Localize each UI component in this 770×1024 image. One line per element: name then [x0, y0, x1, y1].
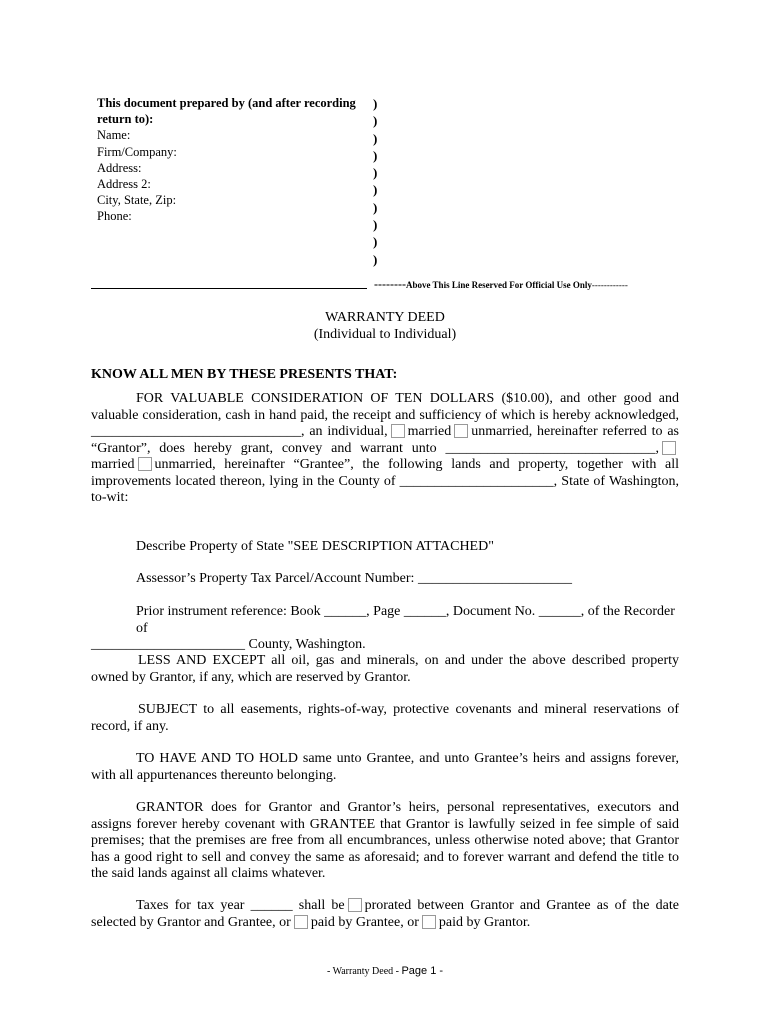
- document-title-block: [0, 309, 770, 343]
- bracket-mark: ): [373, 96, 378, 111]
- consideration-text-1: FOR VALUABLE CONSIDERATION OF TEN DOLLARS ($10.00), and other good and valuable consideration, cash in hand paid, the receipt and sufficiency of which is hereby acknowledged, ______________________________, an individual,: [91, 391, 679, 439]
- bracket-mark: ): [373, 165, 378, 181]
- footer-page-number: Page 1 -: [401, 965, 444, 977]
- reserved-lead: --------: [374, 277, 406, 291]
- document-title: WARRANTY DEED: [325, 310, 445, 325]
- preparer-field-address: Address:: [97, 160, 142, 175]
- bracket-mark: ): [373, 251, 378, 267]
- taxes-text-b: prorated between Grantor and Grantee as of the date selected by Grantor and Grantee, or: [91, 898, 679, 930]
- reserved-text: Above This Line Reserved For Official Use Only: [405, 280, 592, 290]
- paid-by-grantor-checkbox[interactable]: [422, 915, 436, 929]
- habendum-paragraph: TO HAVE AND TO HOLD same unto Grantee, and unto Grantee’s heirs and assigns forever, with all appurtenances thereunto belonging.: [91, 751, 679, 783]
- subject-paragraph: SUBJECT to all easements, rights-of-way, protective covenants and mineral reservations of record, if any.: [91, 702, 679, 734]
- prorated-checkbox[interactable]: [348, 898, 362, 912]
- bracket-mark: ): [373, 147, 378, 163]
- married-label-1: married: [407, 424, 452, 439]
- document-subtitle: (Individual to Individual): [313, 327, 457, 342]
- paid-by-grantee-checkbox[interactable]: [294, 915, 308, 929]
- married-checkbox-1[interactable]: [391, 424, 405, 438]
- consideration-text-2: unmarried, hereinafter referred to as “Grantor”, does hereby grant, convey and warrant unto ______________________________,: [91, 424, 679, 456]
- reserved-line: [374, 277, 628, 292]
- know-all-heading: KNOW ALL MEN BY THESE PRESENTS THAT:: [91, 367, 398, 382]
- less-except-paragraph: LESS AND EXCEPT all oil, gas and minerals, on and under the above described property owned by Grantor, if any, which are reserved by Grantor.: [91, 653, 679, 685]
- taxes-text-d: paid by Grantor.: [438, 914, 531, 930]
- preparer-field-name: Name:: [97, 128, 131, 143]
- prior-instrument: [91, 604, 679, 654]
- page-footer: [0, 965, 770, 977]
- bracket-mark: ): [373, 234, 378, 250]
- bracket-mark: ): [373, 130, 378, 146]
- signature-rule: [91, 288, 367, 289]
- unmarried-checkbox-1[interactable]: [454, 424, 468, 438]
- consideration-text-3: unmarried, hereinafter “Grantee”, the following lands and property, together with all improvements located thereon, lying in the County of ______________________, State of Washington, to-wit:: [91, 457, 679, 505]
- married-label-2: married: [91, 457, 135, 472]
- consideration-paragraph: [91, 391, 679, 507]
- preparer-field-phone: Phone:: [97, 209, 132, 224]
- bracket-mark: ): [373, 199, 378, 215]
- taxes-paragraph: [91, 898, 679, 931]
- reserved-tail: ------------: [591, 280, 628, 290]
- parcel-number: Assessor’s Property Tax Parcel/Account Number: ______________________: [136, 571, 572, 586]
- prior-line-1: Prior instrument reference: Book ______, Page ______, Document No. ______, of the Recorder of: [136, 604, 675, 636]
- preparer-heading: This document prepared by (and after recording return to):: [97, 96, 356, 127]
- bracket-mark: ): [373, 217, 378, 233]
- bracket-column: [373, 95, 377, 268]
- preparer-field-address2: Address 2:: [97, 177, 151, 192]
- preparer-field-city: City, State, Zip:: [97, 193, 177, 208]
- taxes-text-a: Taxes for tax year ______ shall be: [136, 898, 345, 913]
- bracket-mark: ): [373, 113, 378, 129]
- married-checkbox-2[interactable]: [662, 441, 676, 455]
- unmarried-checkbox-2[interactable]: [138, 457, 152, 471]
- describe-property: Describe Property of State "SEE DESCRIPTION ATTACHED": [136, 539, 494, 554]
- bracket-mark: ): [373, 182, 378, 198]
- footer-label: - Warranty Deed -: [326, 966, 399, 977]
- covenant-paragraph: GRANTOR does for Grantor and Grantor’s heirs, personal representatives, executors and assigns forever hereby covenant with GRANTEE that Grantor is lawfully seized in fee simple of said premises; that the premises are free from all encumbrances, unless otherwise noted above; that Grantor has a good right to sell and convey the same as aforesaid; and to forever warrant and defend the title to the said lands against all claims whatever.: [91, 800, 679, 881]
- taxes-text-c: paid by Grantee, or: [310, 914, 419, 930]
- prior-line-2: ______________________ County, Washington.: [91, 637, 366, 652]
- preparer-block: [97, 95, 367, 225]
- preparer-field-firm: Firm/Company:: [97, 144, 177, 159]
